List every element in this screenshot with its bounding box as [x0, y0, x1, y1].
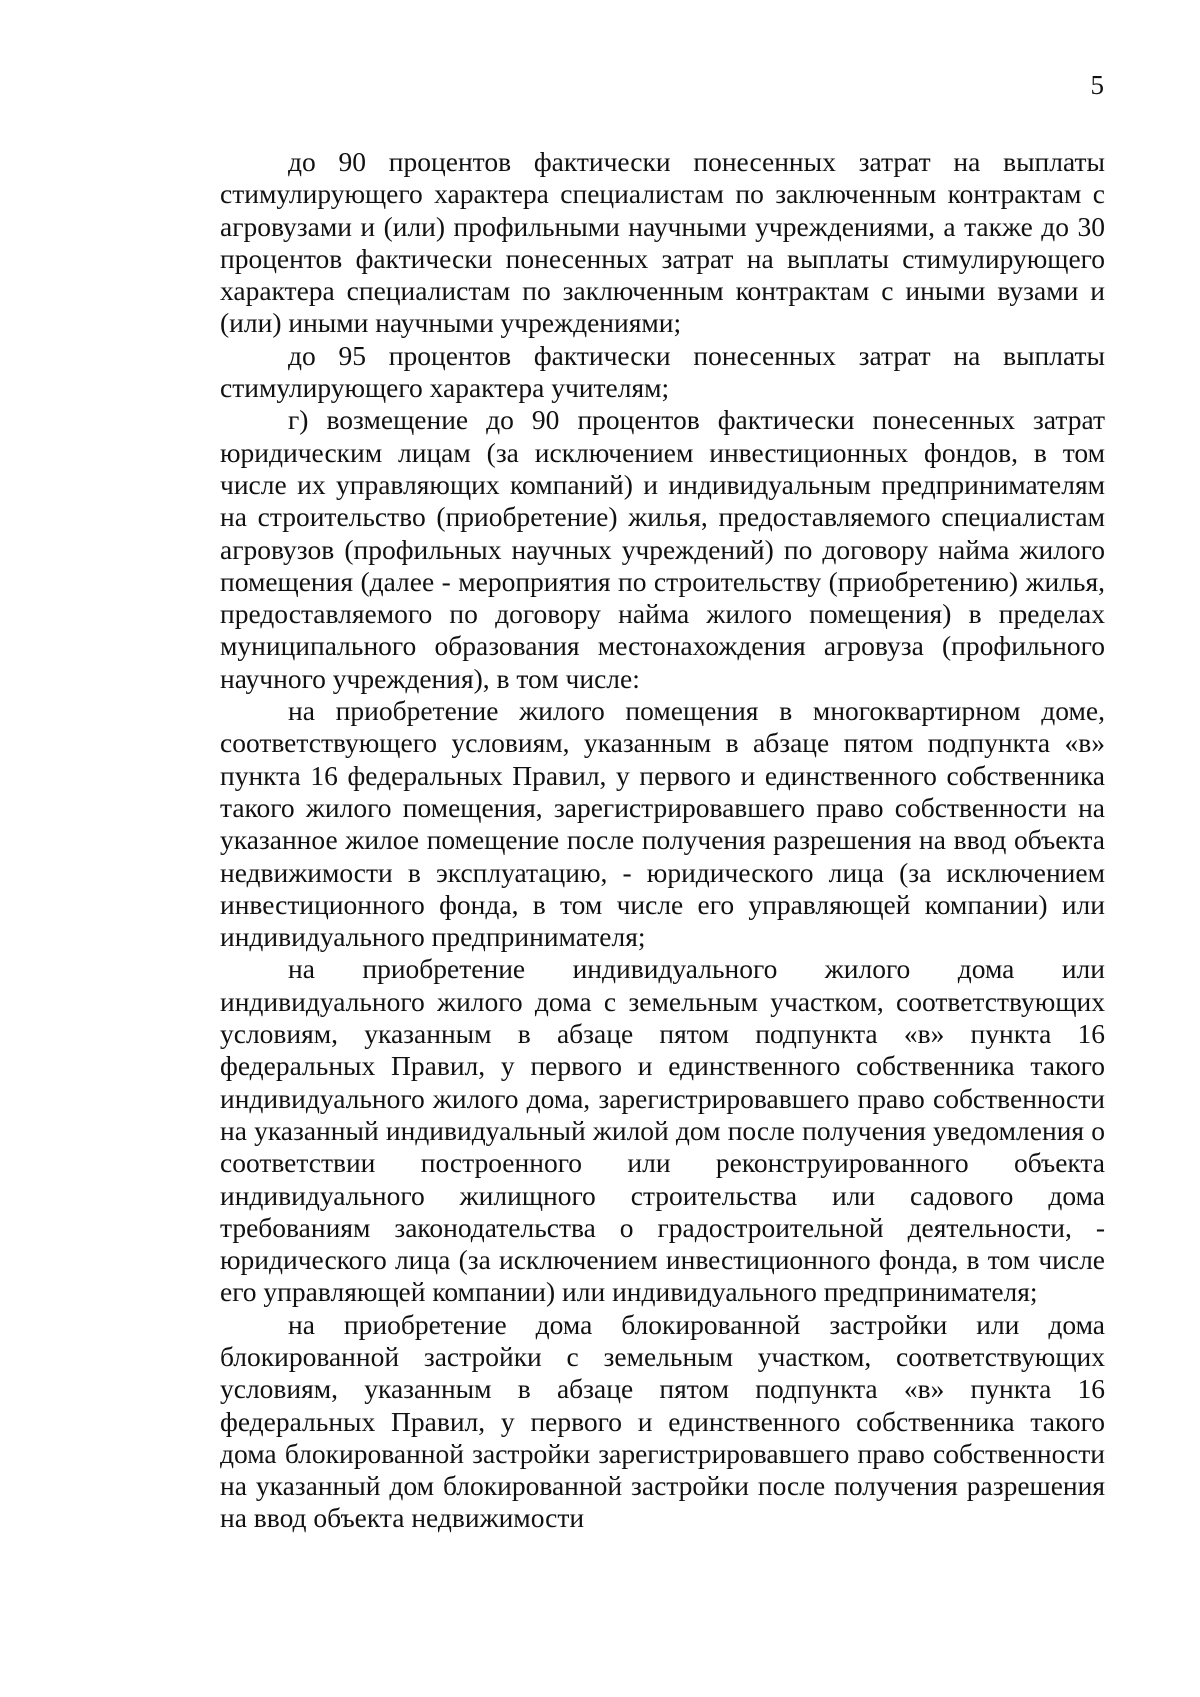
paragraph-bonus-contracts: до 90 процентов фактически понесенных затрат на выплаты стимулирующего характера специалистам по заключенным контрактам с агровузами и (или) профильными научными учреждениями, а также до 30 процентов фактически понесенных затрат на выплаты стимулирующего характера специалистам по заключенным контрактам с иными вузами и (или) иными научными учреждениями;	[220, 146, 1105, 339]
page-number: 5	[1090, 70, 1104, 100]
paragraph-individual-house-purchase: на приобретение индивидуального жилого дома или индивидуального жилого дома с земельным участком, соответствующих условиям, указанным в абзаце пятом подпункта «в» пункта 16 федеральных Правил, у первого и единственного собственника такого индивидуального жилого дома, зарегистрировавшего право собственности на указанный индивидуальный жилой дом после получения уведомления о соответствии построенного или реконструированного объекта индивидуального жилищного строительства или садового дома требованиям законодательства о градостроительной деятельности, - юридического лица (за исключением инвестиционного фонда, в том числе его управляющей компании) или индивидуального предпринимателя;	[220, 953, 1105, 1308]
paragraph-apartment-purchase: на приобретение жилого помещения в многоквартирном доме, соответствующего условиям, указанным в абзаце пятом подпункта «в» пункта 16 федеральных Правил, у первого и единственного собственника такого жилого помещения, зарегистрировавшего право собственности на указанное жилое помещение после получения разрешения на ввод объекта недвижимости в эксплуатацию, - юридического лица (за исключением инвестиционного фонда, в том числе его управляющей компании) или индивидуального предпринимателя;	[220, 695, 1105, 953]
paragraph-housing-reimbursement: г) возмещение до 90 процентов фактически понесенных затрат юридическим лицам (за исключением инвестиционных фондов, в том числе их управляющих компаний) и индивидуальным предпринимателям на строительство (приобретение) жилья, предоставляемого специалистам агровузов (профильных научных учреждений) по договору найма жилого помещения (далее - мероприятия по строительству (приобретению) жилья, предоставляемого по договору найма жилого помещения) в пределах муниципального образования местонахождения агровуза (профильного научного учреждения), в том числе:	[220, 404, 1105, 694]
paragraph-blocked-house-purchase: на приобретение дома блокированной застройки или дома блокированной застройки с земельным участком, соответствующих условиям, указанным в абзаце пятом подпункта «в» пункта 16 федеральных Правил, у первого и единственного собственника такого дома блокированной застройки зарегистрировавшего право собственности на указанный дом блокированной застройки после получения разрешения на ввод объекта недвижимости	[220, 1308, 1105, 1534]
document-body	[220, 146, 1105, 1535]
paragraph-bonus-teachers: до 95 процентов фактически понесенных затрат на выплаты стимулирующего характера учителям;	[220, 339, 1105, 404]
